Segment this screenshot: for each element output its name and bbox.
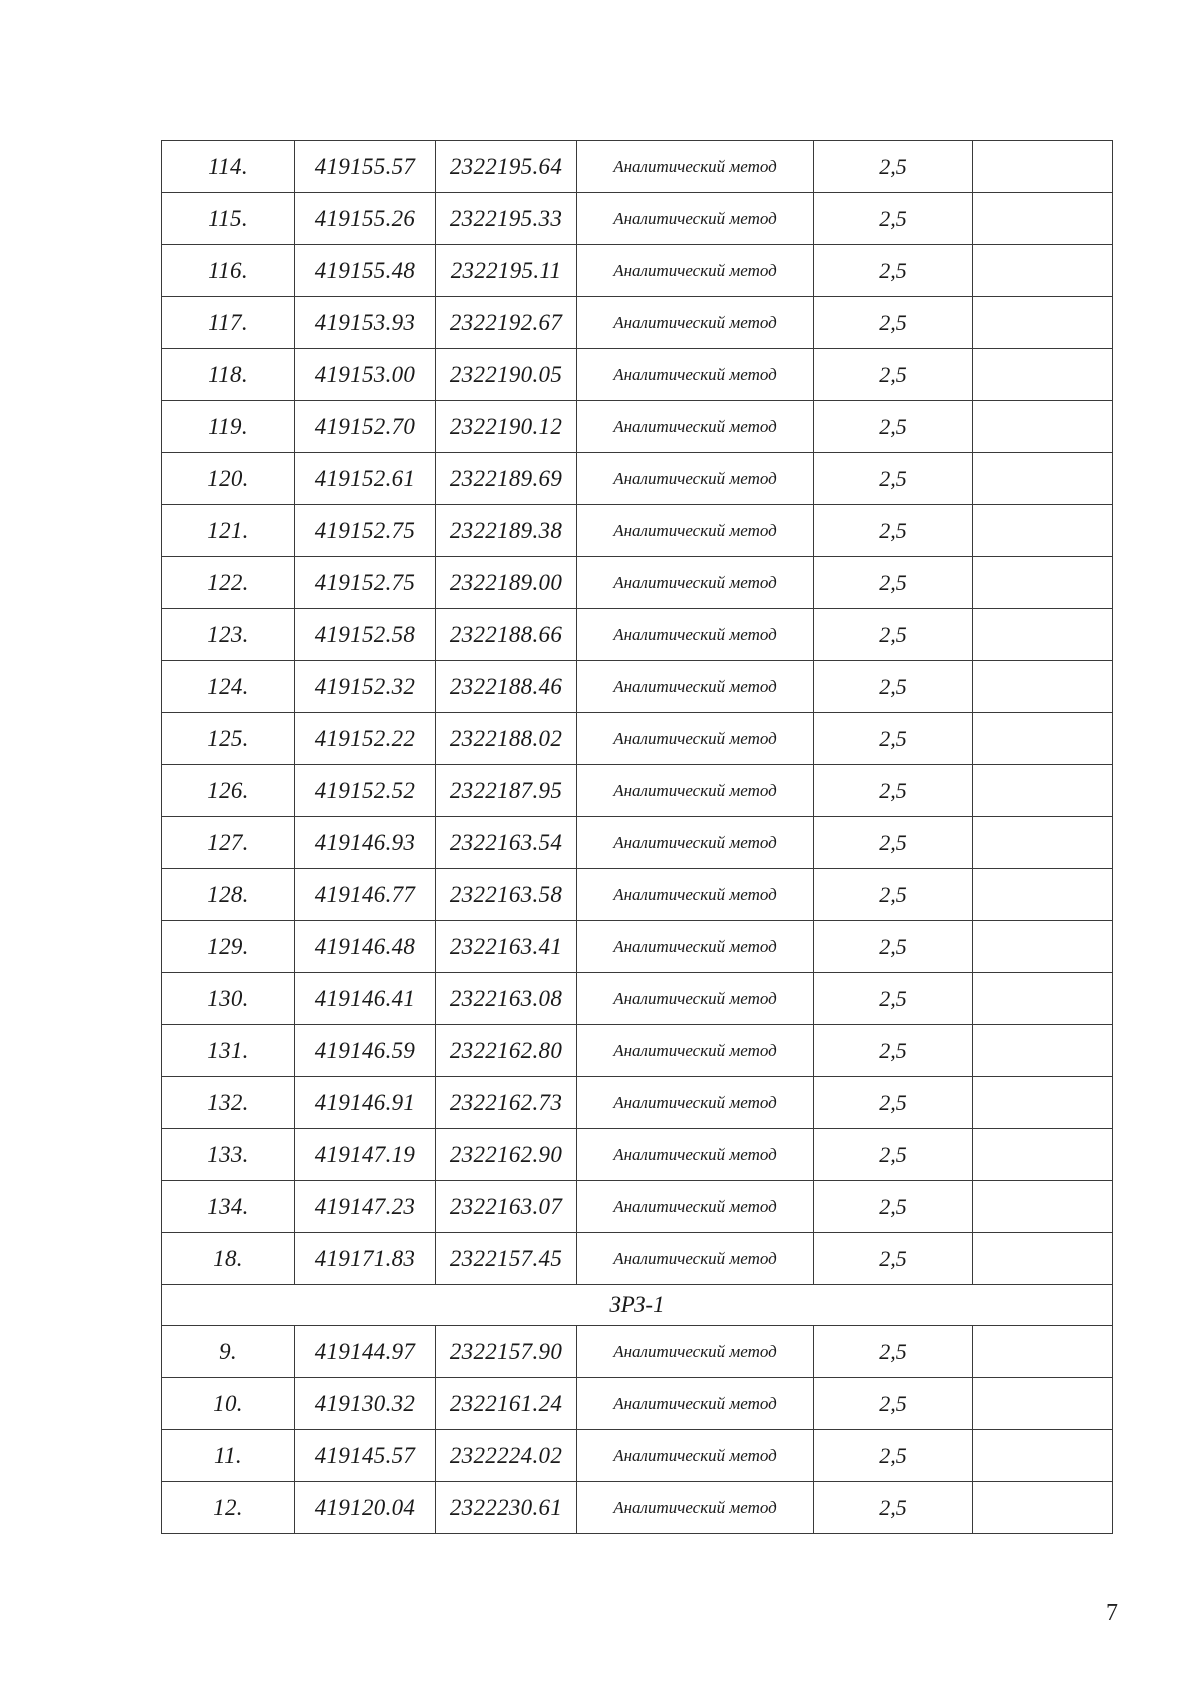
point-number-cell: 18.	[162, 1233, 295, 1285]
y-coordinate-cell: 2322162.90	[436, 1129, 577, 1181]
point-number-cell: 117.	[162, 297, 295, 349]
method-cell: Аналитический метод	[577, 609, 814, 661]
note-cell	[973, 973, 1113, 1025]
accuracy-cell: 2,5	[814, 661, 973, 713]
accuracy-cell: 2,5	[814, 453, 973, 505]
accuracy-cell: 2,5	[814, 1430, 973, 1482]
x-coordinate-cell: 419146.77	[295, 869, 436, 921]
x-coordinate-cell: 419152.70	[295, 401, 436, 453]
point-number-cell: 12.	[162, 1482, 295, 1534]
table-row	[162, 1129, 1113, 1181]
note-cell	[973, 1233, 1113, 1285]
method-cell: Аналитический метод	[577, 1326, 814, 1378]
y-coordinate-cell: 2322187.95	[436, 765, 577, 817]
y-coordinate-cell: 2322195.11	[436, 245, 577, 297]
table-row	[162, 401, 1113, 453]
point-number-cell: 131.	[162, 1025, 295, 1077]
point-number-cell: 122.	[162, 557, 295, 609]
note-cell	[973, 297, 1113, 349]
table-row	[162, 505, 1113, 557]
table-row	[162, 1482, 1113, 1534]
x-coordinate-cell: 419155.48	[295, 245, 436, 297]
table-row	[162, 1181, 1113, 1233]
note-cell	[973, 713, 1113, 765]
x-coordinate-cell: 419146.91	[295, 1077, 436, 1129]
table-row	[162, 193, 1113, 245]
y-coordinate-cell: 2322195.64	[436, 141, 577, 193]
table-row	[162, 765, 1113, 817]
y-coordinate-cell: 2322190.12	[436, 401, 577, 453]
method-cell: Аналитический метод	[577, 453, 814, 505]
point-number-cell: 10.	[162, 1378, 295, 1430]
y-coordinate-cell: 2322189.00	[436, 557, 577, 609]
x-coordinate-cell: 419153.00	[295, 349, 436, 401]
accuracy-cell: 2,5	[814, 1181, 973, 1233]
method-cell: Аналитический метод	[577, 297, 814, 349]
y-coordinate-cell: 2322190.05	[436, 349, 577, 401]
table-row	[162, 609, 1113, 661]
note-cell	[973, 1181, 1113, 1233]
accuracy-cell: 2,5	[814, 1129, 973, 1181]
note-cell	[973, 1129, 1113, 1181]
point-number-cell: 126.	[162, 765, 295, 817]
note-cell	[973, 453, 1113, 505]
x-coordinate-cell: 419145.57	[295, 1430, 436, 1482]
accuracy-cell: 2,5	[814, 245, 973, 297]
x-coordinate-cell: 419155.57	[295, 141, 436, 193]
point-number-cell: 124.	[162, 661, 295, 713]
section-title: ЗРЗ-1	[162, 1285, 1113, 1326]
x-coordinate-cell: 419152.58	[295, 609, 436, 661]
accuracy-cell: 2,5	[814, 609, 973, 661]
point-number-cell: 119.	[162, 401, 295, 453]
point-number-cell: 120.	[162, 453, 295, 505]
note-cell	[973, 765, 1113, 817]
note-cell	[973, 1025, 1113, 1077]
method-cell: Аналитический метод	[577, 505, 814, 557]
y-coordinate-cell: 2322189.38	[436, 505, 577, 557]
x-coordinate-cell: 419152.52	[295, 765, 436, 817]
y-coordinate-cell: 2322163.07	[436, 1181, 577, 1233]
table-row	[162, 817, 1113, 869]
y-coordinate-cell: 2322163.58	[436, 869, 577, 921]
y-coordinate-cell: 2322195.33	[436, 193, 577, 245]
y-coordinate-cell: 2322192.67	[436, 297, 577, 349]
point-number-cell: 9.	[162, 1326, 295, 1378]
point-number-cell: 129.	[162, 921, 295, 973]
coordinates-rows-upper	[162, 141, 1113, 1285]
accuracy-cell: 2,5	[814, 1025, 973, 1077]
x-coordinate-cell: 419120.04	[295, 1482, 436, 1534]
table-row	[162, 1378, 1113, 1430]
y-coordinate-cell: 2322224.02	[436, 1430, 577, 1482]
note-cell	[973, 869, 1113, 921]
point-number-cell: 11.	[162, 1430, 295, 1482]
coordinates-table	[161, 140, 1113, 1534]
method-cell: Аналитический метод	[577, 1077, 814, 1129]
method-cell: Аналитический метод	[577, 1378, 814, 1430]
x-coordinate-cell: 419147.19	[295, 1129, 436, 1181]
point-number-cell: 134.	[162, 1181, 295, 1233]
note-cell	[973, 505, 1113, 557]
point-number-cell: 133.	[162, 1129, 295, 1181]
table-row	[162, 141, 1113, 193]
point-number-cell: 128.	[162, 869, 295, 921]
accuracy-cell: 2,5	[814, 193, 973, 245]
note-cell	[973, 1482, 1113, 1534]
y-coordinate-cell: 2322188.66	[436, 609, 577, 661]
coordinates-rows-lower	[162, 1326, 1113, 1534]
point-number-cell: 114.	[162, 141, 295, 193]
x-coordinate-cell: 419146.41	[295, 973, 436, 1025]
accuracy-cell: 2,5	[814, 817, 973, 869]
table-row	[162, 245, 1113, 297]
method-cell: Аналитический метод	[577, 557, 814, 609]
method-cell: Аналитический метод	[577, 973, 814, 1025]
note-cell	[973, 401, 1113, 453]
accuracy-cell: 2,5	[814, 505, 973, 557]
accuracy-cell: 2,5	[814, 1482, 973, 1534]
y-coordinate-cell: 2322162.80	[436, 1025, 577, 1077]
x-coordinate-cell: 419152.75	[295, 505, 436, 557]
point-number-cell: 118.	[162, 349, 295, 401]
x-coordinate-cell: 419146.48	[295, 921, 436, 973]
table-row	[162, 453, 1113, 505]
method-cell: Аналитический метод	[577, 1233, 814, 1285]
note-cell	[973, 1378, 1113, 1430]
method-cell: Аналитический метод	[577, 349, 814, 401]
section-header-row	[162, 1285, 1113, 1326]
table-row	[162, 921, 1113, 973]
x-coordinate-cell: 419130.32	[295, 1378, 436, 1430]
y-coordinate-cell: 2322157.45	[436, 1233, 577, 1285]
method-cell: Аналитический метод	[577, 817, 814, 869]
note-cell	[973, 245, 1113, 297]
accuracy-cell: 2,5	[814, 557, 973, 609]
y-coordinate-cell: 2322188.02	[436, 713, 577, 765]
note-cell	[973, 661, 1113, 713]
table-row	[162, 1077, 1113, 1129]
note-cell	[973, 609, 1113, 661]
method-cell: Аналитический метод	[577, 869, 814, 921]
table-row	[162, 297, 1113, 349]
point-number-cell: 121.	[162, 505, 295, 557]
method-cell: Аналитический метод	[577, 245, 814, 297]
point-number-cell: 123.	[162, 609, 295, 661]
method-cell: Аналитический метод	[577, 1129, 814, 1181]
accuracy-cell: 2,5	[814, 973, 973, 1025]
x-coordinate-cell: 419147.23	[295, 1181, 436, 1233]
method-cell: Аналитический метод	[577, 1482, 814, 1534]
y-coordinate-cell: 2322163.08	[436, 973, 577, 1025]
method-cell: Аналитический метод	[577, 1025, 814, 1077]
accuracy-cell: 2,5	[814, 713, 973, 765]
method-cell: Аналитический метод	[577, 921, 814, 973]
table-row	[162, 1233, 1113, 1285]
accuracy-cell: 2,5	[814, 1077, 973, 1129]
x-coordinate-cell: 419152.22	[295, 713, 436, 765]
method-cell: Аналитический метод	[577, 193, 814, 245]
x-coordinate-cell: 419144.97	[295, 1326, 436, 1378]
note-cell	[973, 817, 1113, 869]
table-row	[162, 713, 1113, 765]
note-cell	[973, 1077, 1113, 1129]
table-row	[162, 1430, 1113, 1482]
page-number: 7	[1106, 1600, 1118, 1626]
note-cell	[973, 921, 1113, 973]
note-cell	[973, 141, 1113, 193]
point-number-cell: 127.	[162, 817, 295, 869]
accuracy-cell: 2,5	[814, 1326, 973, 1378]
accuracy-cell: 2,5	[814, 1378, 973, 1430]
x-coordinate-cell: 419152.32	[295, 661, 436, 713]
x-coordinate-cell: 419171.83	[295, 1233, 436, 1285]
y-coordinate-cell: 2322162.73	[436, 1077, 577, 1129]
y-coordinate-cell: 2322188.46	[436, 661, 577, 713]
table-row	[162, 557, 1113, 609]
accuracy-cell: 2,5	[814, 1233, 973, 1285]
note-cell	[973, 1326, 1113, 1378]
x-coordinate-cell: 419146.59	[295, 1025, 436, 1077]
accuracy-cell: 2,5	[814, 869, 973, 921]
x-coordinate-cell: 419155.26	[295, 193, 436, 245]
x-coordinate-cell: 419146.93	[295, 817, 436, 869]
x-coordinate-cell: 419152.75	[295, 557, 436, 609]
note-cell	[973, 557, 1113, 609]
y-coordinate-cell: 2322163.54	[436, 817, 577, 869]
method-cell: Аналитический метод	[577, 1430, 814, 1482]
method-cell: Аналитический метод	[577, 661, 814, 713]
accuracy-cell: 2,5	[814, 141, 973, 193]
accuracy-cell: 2,5	[814, 921, 973, 973]
y-coordinate-cell: 2322157.90	[436, 1326, 577, 1378]
point-number-cell: 130.	[162, 973, 295, 1025]
table-row	[162, 869, 1113, 921]
table-row	[162, 1025, 1113, 1077]
section-group	[162, 1285, 1113, 1326]
method-cell: Аналитический метод	[577, 713, 814, 765]
accuracy-cell: 2,5	[814, 297, 973, 349]
table-row	[162, 661, 1113, 713]
y-coordinate-cell: 2322163.41	[436, 921, 577, 973]
table-row	[162, 973, 1113, 1025]
method-cell: Аналитический метод	[577, 401, 814, 453]
method-cell: Аналитический метод	[577, 1181, 814, 1233]
y-coordinate-cell: 2322230.61	[436, 1482, 577, 1534]
point-number-cell: 125.	[162, 713, 295, 765]
point-number-cell: 115.	[162, 193, 295, 245]
point-number-cell: 132.	[162, 1077, 295, 1129]
accuracy-cell: 2,5	[814, 349, 973, 401]
accuracy-cell: 2,5	[814, 765, 973, 817]
point-number-cell: 116.	[162, 245, 295, 297]
table-row	[162, 349, 1113, 401]
note-cell	[973, 1430, 1113, 1482]
accuracy-cell: 2,5	[814, 401, 973, 453]
y-coordinate-cell: 2322161.24	[436, 1378, 577, 1430]
note-cell	[973, 193, 1113, 245]
method-cell: Аналитический метод	[577, 765, 814, 817]
table-row	[162, 1326, 1113, 1378]
y-coordinate-cell: 2322189.69	[436, 453, 577, 505]
note-cell	[973, 349, 1113, 401]
method-cell: Аналитический метод	[577, 141, 814, 193]
x-coordinate-cell: 419152.61	[295, 453, 436, 505]
x-coordinate-cell: 419153.93	[295, 297, 436, 349]
